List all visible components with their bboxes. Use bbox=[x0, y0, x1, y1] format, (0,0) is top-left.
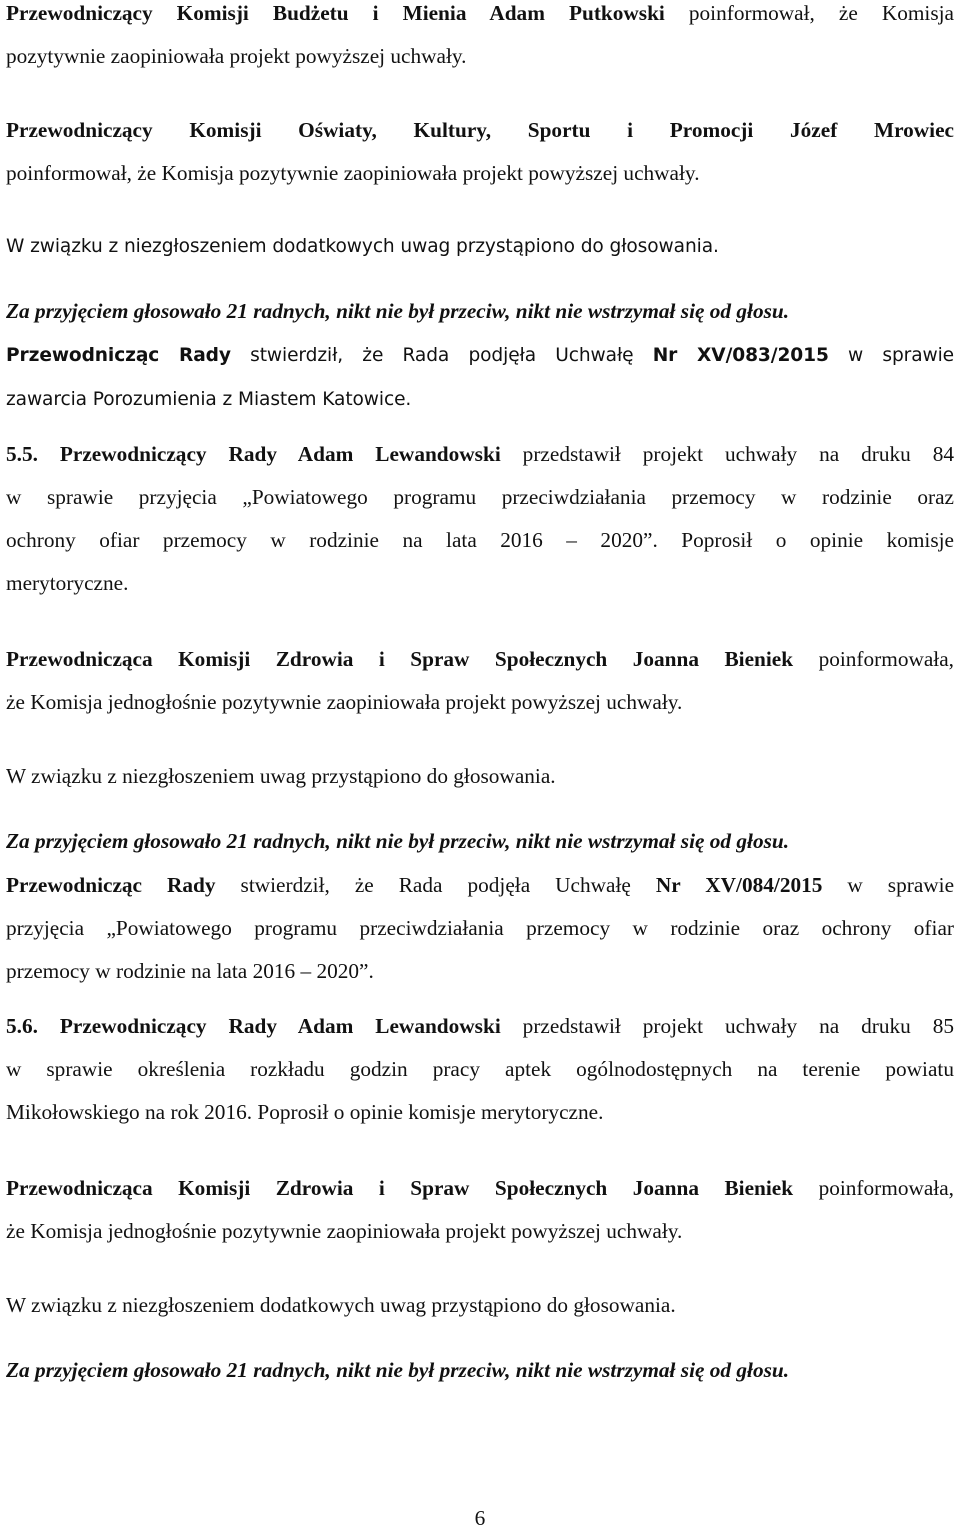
voting-start-note: W związku z niezgłoszeniem uwag przystąpiono do głosowania. bbox=[6, 764, 556, 788]
paragraph-text: poinformowała, bbox=[818, 1176, 954, 1200]
paragraph-text: w sprawie bbox=[847, 873, 955, 897]
voting-start-note: W związku z niezgłoszeniem dodatkowych uwag przystąpiono do głosowania. bbox=[6, 236, 719, 257]
speaker-name: Przewodnicząca Komisji Zdrowia i Spraw Społecznych Joanna Bieniek bbox=[6, 1176, 794, 1200]
resolution-number: Nr XV/083/2015 bbox=[652, 345, 829, 366]
paragraph-text: przedstawił projekt uchwały na druku 84 bbox=[522, 442, 955, 466]
item-5-5-line-2: w sprawie przyjęcia „Powiatowego programu przeciwdziałania przemocy w rodzinie oraz bbox=[6, 485, 954, 509]
speaker-name: Przewodniczący Komisji Budżetu i Mienia Adam Putkowski bbox=[6, 1, 665, 25]
vote-result: Za przyjęciem głosowało 21 radnych, nikt nie był przeciw, nikt nie wstrzymał się od głosu. bbox=[6, 829, 790, 853]
resolution-statement-line-3: przemocy w rodzinie na lata 2016 – 2020”. bbox=[6, 959, 374, 983]
vote-result: Za przyjęciem głosowało 21 radnych, nikt nie był przeciw, nikt nie wstrzymał się od głosu. bbox=[6, 299, 790, 323]
paragraph-text: poinformowała, bbox=[818, 647, 954, 671]
paragraph-text: w sprawie bbox=[848, 345, 955, 366]
resolution-statement-line-1 bbox=[6, 343, 954, 369]
paragraph-text: stwierdził, że Rada podjęła Uchwałę bbox=[250, 345, 634, 366]
resolution-statement-line-2: zawarcia Porozumienia z Miastem Katowice. bbox=[6, 389, 412, 410]
committee-health-line-1 bbox=[6, 646, 954, 672]
resolution-statement-line-1 bbox=[6, 872, 954, 898]
item-5-5-line-4: merytoryczne. bbox=[6, 571, 129, 595]
item-5-6-line-2: w sprawie określenia rozkładu godzin pracy aptek ogólnodostępnych na terenie powiatu bbox=[6, 1057, 954, 1081]
committee-education-line-2: poinformował, że Komisja pozytywnie zaopiniowała projekt powyższej uchwały. bbox=[6, 161, 700, 185]
speaker-name: Przewodniczący Rady Adam Lewandowski bbox=[59, 442, 501, 466]
item-5-6-line-3: Mikołowskiego na rok 2016. Poprosił o opinie komisje merytoryczne. bbox=[6, 1100, 604, 1124]
page-number: 6 bbox=[474, 1506, 486, 1530]
committee-budget-line-2: pozytywnie zaopiniowała projekt powyższej uchwały. bbox=[6, 44, 467, 68]
item-5-5-line-3: ochrony ofiar przemocy w rodzinie na lata 2016 – 2020”. Poprosił o opinie komisje bbox=[6, 528, 954, 552]
speaker-name: Przewodniczący Rady Adam Lewandowski bbox=[59, 1014, 501, 1038]
committee-health-line-2: że Komisja jednogłośnie pozytywnie zaopiniowała projekt powyższej uchwały. bbox=[6, 690, 683, 714]
committee-budget-line-1 bbox=[6, 0, 954, 26]
item-5-6-line-1 bbox=[6, 1013, 954, 1039]
item-5-5-line-1 bbox=[6, 441, 954, 467]
voting-start-note: W związku z niezgłoszeniem dodatkowych uwag przystąpiono do głosowania. bbox=[6, 1293, 676, 1317]
paragraph-text: stwierdził, że Rada podjęła Uchwałę bbox=[240, 873, 631, 897]
speaker-title: Przewodnicząc Rady bbox=[6, 345, 231, 366]
agenda-item-number: 5.6. bbox=[6, 1014, 38, 1038]
speaker-name: Przewodnicząca Komisji Zdrowia i Spraw Społecznych Joanna Bieniek bbox=[6, 647, 794, 671]
vote-result: Za przyjęciem głosowało 21 radnych, nikt nie był przeciw, nikt nie wstrzymał się od głosu. bbox=[6, 1358, 790, 1382]
committee-health-line-2: że Komisja jednogłośnie pozytywnie zaopiniowała projekt powyższej uchwały. bbox=[6, 1219, 683, 1243]
resolution-statement-line-2: przyjęcia „Powiatowego programu przeciwdziałania przemocy w rodzinie oraz ochrony ofiar bbox=[6, 916, 954, 940]
committee-education-line-1: Przewodniczący Komisji Oświaty, Kultury, Sportu i Promocji Józef Mrowiec bbox=[6, 118, 954, 142]
paragraph-text: poinformował, że Komisja bbox=[688, 1, 954, 25]
paragraph-text: przedstawił projekt uchwały na druku 85 bbox=[522, 1014, 955, 1038]
agenda-item-number: 5.5. bbox=[6, 442, 38, 466]
speaker-title: Przewodnicząc Rady bbox=[6, 873, 216, 897]
committee-health-line-1 bbox=[6, 1175, 954, 1201]
resolution-number: Nr XV/084/2015 bbox=[655, 873, 823, 897]
